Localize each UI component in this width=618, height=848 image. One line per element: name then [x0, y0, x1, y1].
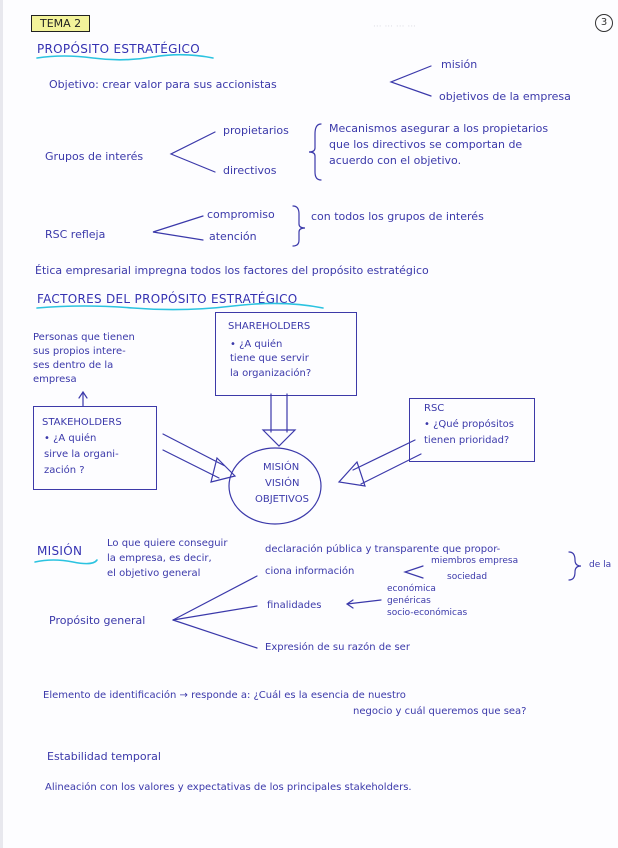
bracket-grupos — [171, 132, 215, 172]
shareholders-line-1: • ¿A quién — [230, 339, 283, 350]
shareholders-line-3: la organización? — [230, 368, 312, 379]
underline-factores — [37, 303, 323, 309]
sub-genericas: genéricas — [387, 596, 431, 606]
branch-line-expresion — [173, 620, 257, 648]
alineacion-text: Alineación con los valores y expectativas de los principales stakeholders. — [45, 782, 412, 793]
stakeholders-title: STAKEHOLDERS — [42, 417, 122, 428]
branch-objetivos-empresa: objetivos de la empresa — [439, 90, 571, 103]
bracket-rsc — [153, 216, 203, 240]
branch-compromiso: compromiso — [207, 208, 275, 221]
grupos-note-2: que los directivos se comportan de — [329, 138, 523, 151]
personas-note-1: Personas que tienen — [33, 332, 135, 343]
arrow-finalidades — [347, 600, 381, 608]
center-objetivos: OBJETIVOS — [255, 494, 309, 505]
brace-grupos — [309, 124, 321, 180]
branch-declaracion-2: ciona información — [265, 566, 355, 577]
etica-text: Ética empresarial impregna todos los factores del propósito estratégico — [35, 264, 429, 277]
rsc-note: con todos los grupos de interés — [311, 210, 484, 223]
heading-factores: FACTORES DEL PROPÓSITO ESTRATÉGICO — [37, 292, 298, 306]
center-mision: MISIÓN — [263, 462, 300, 473]
brace-rsc — [293, 206, 305, 246]
page-number: 3 — [595, 14, 613, 32]
elemento-line-2: negocio y cuál queremos que sea? — [353, 706, 527, 717]
heading-proposito: PROPÓSITO ESTRATÉGICO — [37, 42, 200, 56]
sub-miembros-empresa: miembros empresa — [431, 556, 519, 566]
heading-mision: MISIÓN — [37, 544, 83, 558]
rsc-box-line-2: tienen prioridad? — [424, 435, 510, 446]
personas-note-3: ses dentro de la — [33, 360, 114, 371]
bracket-objetivo — [391, 66, 431, 96]
finalidades-label: finalidades — [267, 600, 322, 611]
rsc-box-title: RSC — [424, 403, 445, 414]
stakeholders-line-2: sirve la organi- — [44, 449, 119, 460]
sub-socio-economicas: socio-económicas — [387, 608, 468, 618]
mision-def-3: el objetivo general — [107, 568, 201, 579]
rsc-box-line-1: • ¿Qué propósitos — [424, 419, 514, 430]
elemento-line-1: Elemento de identificación → responde a: ¿Cuál es la esencia de nuestro — [43, 690, 406, 701]
center-vision: VISIÓN — [265, 478, 300, 489]
branch-atencion: atención — [209, 230, 257, 243]
topic-label: TEMA 2 — [31, 15, 90, 32]
de-la-text: de la — [589, 560, 612, 570]
underline-proposito — [37, 55, 213, 60]
stakeholders-line-1: • ¿A quién — [44, 433, 97, 444]
grupos-interes-label: Grupos de interés — [45, 150, 144, 163]
bracket-miembros — [405, 566, 423, 578]
estabilidad-text: Estabilidad temporal — [47, 750, 161, 763]
grupos-note-3: acuerdo con el objetivo. — [329, 154, 462, 167]
arrow-rsc-center — [339, 440, 421, 486]
underline-mision — [35, 560, 97, 564]
grupos-note-1: Mecanismos asegurar a los propietarios — [329, 122, 549, 135]
arrow-shareholders-center — [263, 394, 295, 446]
branch-propietarios: propietarios — [223, 124, 289, 137]
stakeholders-line-3: zación ? — [44, 465, 85, 476]
branch-directivos: directivos — [223, 164, 277, 177]
personas-note-4: empresa — [33, 374, 77, 385]
ink-strokes — [3, 0, 618, 848]
branch-mision: misión — [441, 58, 478, 71]
branch-declaracion-1: declaración pública y transparente que propor- — [265, 544, 501, 555]
personas-note-2: sus propios intere- — [33, 346, 126, 357]
objetivo-text: Objetivo: crear valor para sus accionistas — [49, 78, 277, 91]
shareholders-line-2: tiene que servir — [230, 353, 309, 364]
mision-def-2: la empresa, es decir, — [107, 553, 212, 564]
expresion-text: Expresión de su razón de ser — [265, 642, 410, 653]
shareholders-title: SHAREHOLDERS — [228, 321, 311, 332]
brace-de-la — [569, 552, 581, 580]
proposito-general-label: Propósito general — [49, 614, 146, 627]
sub-economica: económica — [387, 584, 436, 594]
mision-def-1: Lo que quiere conseguir — [107, 538, 228, 549]
sub-sociedad: sociedad — [447, 572, 488, 582]
center-ellipse — [229, 448, 321, 524]
arrow-stakeholders-center — [163, 434, 235, 482]
rsc-refleja-label: RSC refleja — [45, 228, 106, 241]
arrow-up-stakeholders — [79, 392, 87, 406]
bleed-through-text: ··· ··· ··· ··· — [373, 22, 416, 32]
